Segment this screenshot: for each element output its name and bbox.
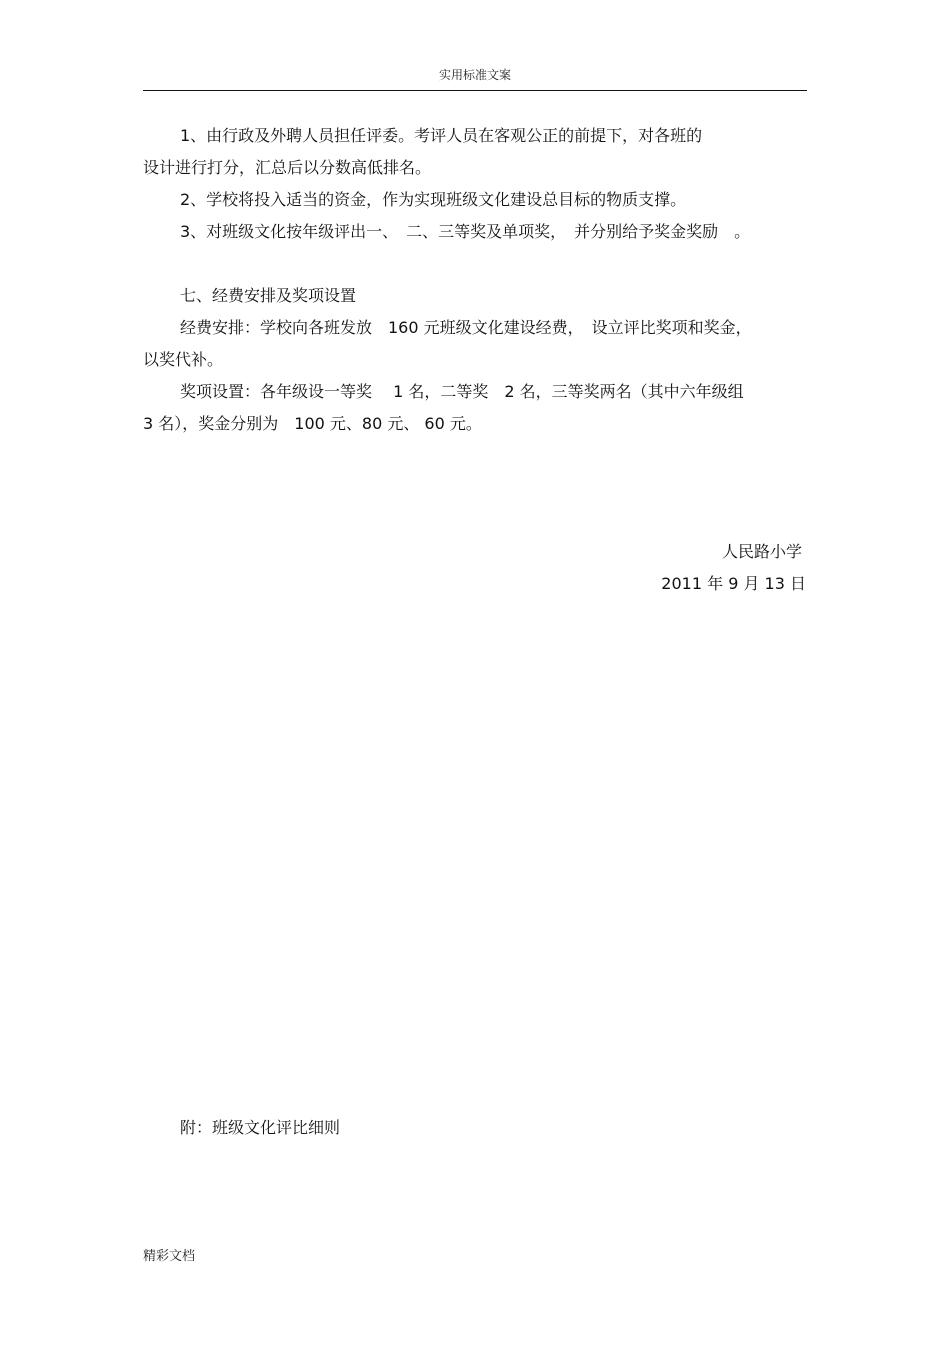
budget-line-2: 以奖代补。: [143, 350, 224, 369]
paragraph-1-line-1: 1、由行政及外聘人员担任评委。考评人员在客观公正的前提下，对各班的: [180, 126, 703, 145]
awards-line-2: 3 名），奖金分别为 100 元、80 元、 60 元。: [143, 414, 482, 433]
section-heading: 七、经费安排及奖项设置: [180, 286, 357, 305]
budget-line-1: 经费安排：学校向各班发放 160 元班级文化建设经费， 设立评比奖项和奖金，: [180, 318, 752, 337]
page-header: 实用标准文案: [438, 68, 511, 82]
page-footer: 精彩文档: [143, 1249, 196, 1264]
paragraph-2: 2、学校将投入适当的资金，作为实现班级文化建设总目标的物质支撑。: [180, 190, 687, 209]
header-divider: [143, 90, 807, 91]
signature-school: 人民路小学: [721, 542, 802, 561]
signature-date: 2011 年 9 月 13 日: [661, 574, 806, 593]
attachment-note: 附：班级文化评比细则: [180, 1118, 341, 1137]
paragraph-1-line-2: 设计进行打分，汇总后以分数高低排名。: [143, 158, 432, 177]
awards-line-1: 奖项设置：各年级设一等奖 1 名，二等奖 2 名，三等奖两名（其中六年级组: [180, 382, 744, 401]
paragraph-3: 3、对班级文化按年级评出一、 二、三等奖及单项奖， 并分别给予奖金奖励 。: [180, 222, 751, 241]
